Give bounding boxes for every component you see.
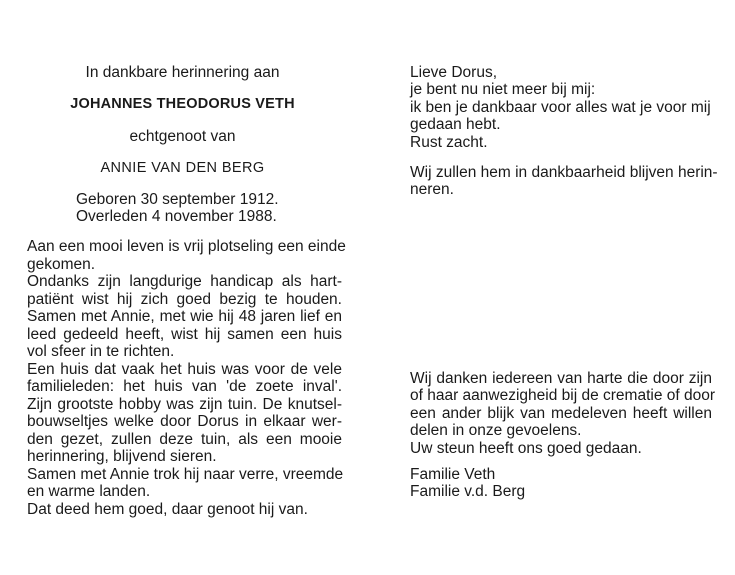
bio-line: herinnering, blijvend sieren. — [27, 448, 217, 465]
thanks-line: Wij danken iedereen van harte die door zijn — [410, 370, 712, 387]
poem-line: je bent nu niet meer bij mij: — [410, 81, 596, 98]
poem-line: ik ben je dankbaar voor alles wat je voor mij — [410, 99, 711, 116]
bio-line: den gezet, zullen deze tuin, als een mooie — [27, 431, 342, 448]
thanks-line: een ander blijk van medeleven heeft willen — [410, 405, 712, 422]
bio-line: Een huis dat vaak het huis was voor de vele — [27, 361, 342, 378]
bio-line: familieleden: het huis van 'de zoete inval'. — [27, 378, 342, 395]
thanks-line: delen in onze gevoelens. — [410, 422, 582, 439]
bio-line: Samen met Annie trok hij naar verre, vreemde — [27, 466, 344, 483]
thanks-line: Uw steun heeft ons goed gedaan. — [410, 440, 642, 457]
bio-line: Aan een mooi leven is vrij plotseling een einde — [27, 238, 346, 255]
bio-line: Samen met Annie, met wie hij 48 jaren lief en — [27, 308, 342, 325]
thanks-line: of haar aanwezigheid bij de crematie of door — [410, 387, 716, 404]
remembrance-line: neren. — [410, 181, 454, 198]
spouse-name: ANNIE VAN DEN BERG — [100, 160, 265, 176]
death-date: Overleden 4 november 1988. — [76, 208, 277, 225]
bio-line: patiënt wist hij zich goed bezig te houden. — [27, 291, 342, 308]
bio-line: en warme landen. — [27, 483, 151, 500]
bio-line: bouwseltjes welke door Dorus in elkaar wer- — [27, 413, 342, 430]
bio-line: Dat deed hem goed, daar genoot hij van. — [27, 501, 308, 518]
deceased-name: JOHANNES THEODORUS VETH — [70, 96, 295, 112]
intro-line: In dankbare herinnering aan — [85, 64, 280, 81]
signature-line: Familie Veth — [410, 466, 496, 483]
poem-line: Lieve Dorus, — [410, 64, 498, 81]
bio-line: leed gedeeld heeft, wist hij samen een huis — [27, 326, 342, 343]
relation-line: echtgenoot van — [129, 128, 236, 145]
bio-line: Zijn grootste hobby was zijn tuin. De knutsel- — [27, 396, 342, 413]
bio-line: vol sfeer in te richten. — [27, 343, 175, 360]
bio-line: Ondanks zijn langdurige handicap als hart- — [27, 273, 342, 290]
bio-line: gekomen. — [27, 256, 96, 273]
poem-line: Rust zacht. — [410, 134, 488, 151]
signature-line: Familie v.d. Berg — [410, 483, 526, 500]
birth-date: Geboren 30 september 1912. — [76, 191, 279, 208]
poem-line: gedaan hebt. — [410, 116, 501, 133]
remembrance-line: Wij zullen hem in dankbaarheid blijven herin- — [410, 164, 718, 181]
